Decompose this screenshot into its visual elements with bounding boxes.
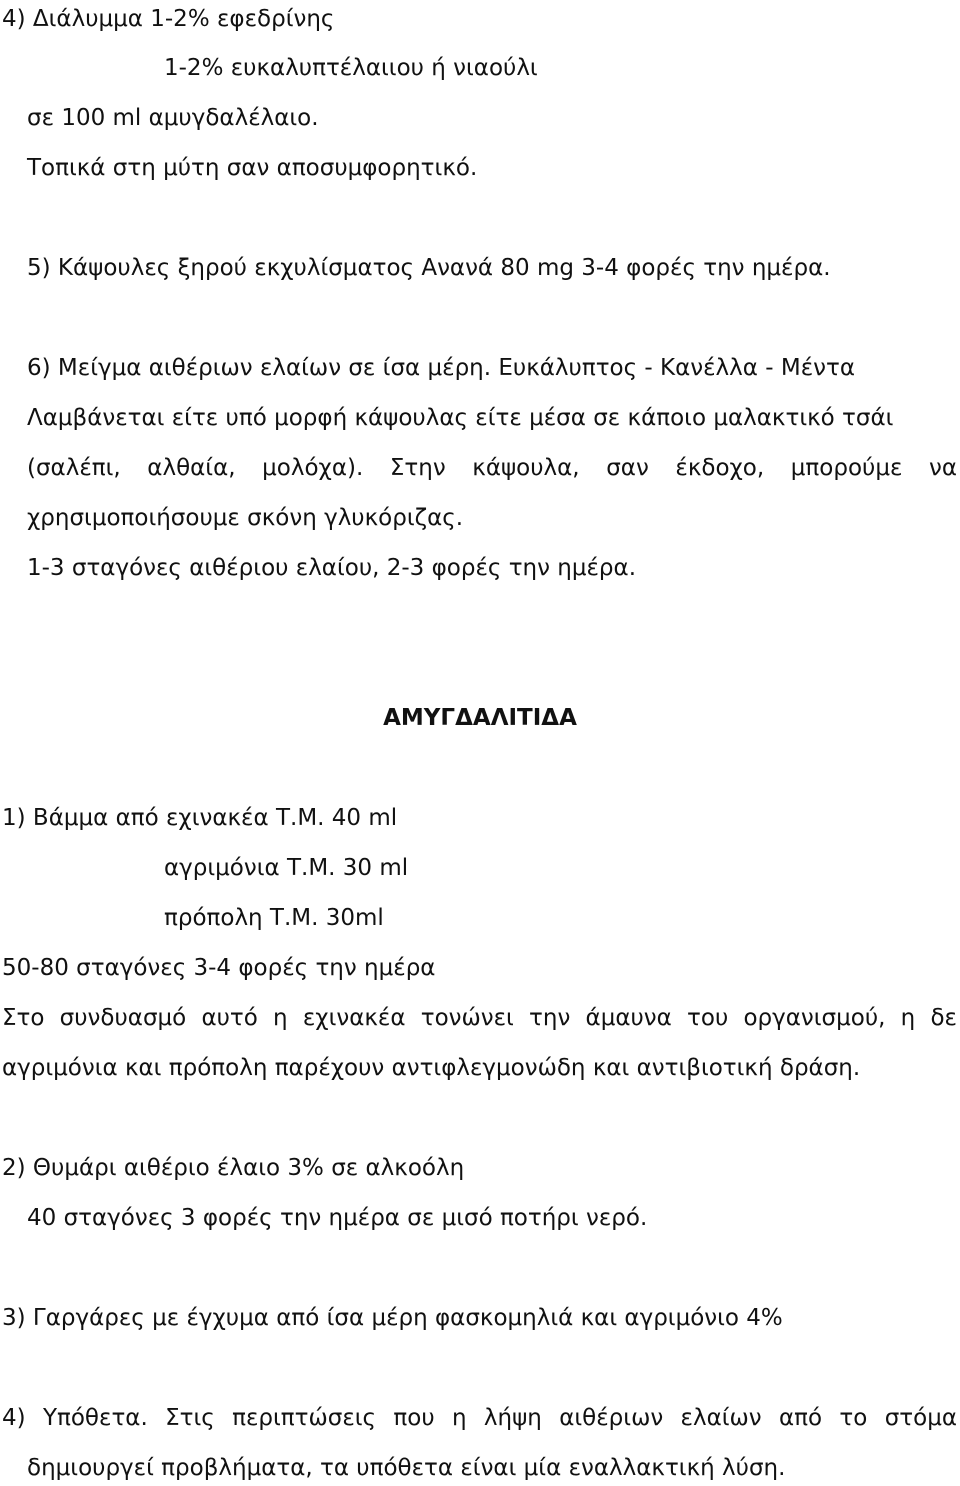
item-6-title: 6) Μείγμα αιθέριων ελαίων σε ίσα μέρη. Ευκάλυπτος - Κανέλλα - Μέντα bbox=[27, 355, 855, 381]
tonsil-item-1-ingredient-3: πρόπολη Τ.Μ. 30ml bbox=[164, 905, 384, 931]
tonsil-item-1-description-1: Στο συνδυασμό αυτό η εχινακέα τονώνει την άμαυνα του οργανισμού, η δε bbox=[2, 1005, 957, 1031]
item-6-dosage: 1-3 σταγόνες αιθέριου ελαίου, 2-3 φορές την ημέρα. bbox=[27, 555, 637, 581]
item-4-ingredient: 1-2% ευκαλυπτέλαιιου ή νιαούλι bbox=[164, 55, 538, 81]
tonsil-item-2-dosage: 40 σταγόνες 3 φορές την ημέρα σε μισό ποτήρι νερό. bbox=[27, 1205, 648, 1231]
item-4-base: σε 100 ml αμυγδαλέλαιο. bbox=[27, 105, 319, 131]
tonsil-item-2-title: 2) Θυμάρι αιθέριο έλαιο 3% σε αλκοόλη bbox=[2, 1155, 465, 1181]
item-6-line-2: Λαμβάνεται είτε υπό μορφή κάψουλας είτε μέσα σε κάποιο μαλακτικό τσάι bbox=[27, 405, 894, 431]
item-4-usage: Τοπικά στη μύτη σαν αποσυμφορητικό. bbox=[27, 155, 478, 181]
item-6-line-3: (σαλέπι, αλθαία, μολόχα). Στην κάψουλα, σαν έκδοχο, μπορούμε να bbox=[27, 455, 957, 481]
item-5-text: 5) Κάψουλες ξηρού εκχυλίσματος Ανανά 80 mg 3-4 φορές την ημέρα. bbox=[27, 255, 831, 281]
tonsil-item-4-line-1: 4) Υπόθετα. Στις περιπτώσεις που η λήψη αιθέριων ελαίων από το στόμα bbox=[2, 1405, 957, 1431]
tonsil-item-1-title: 1) Βάμμα από εχινακέα Τ.Μ. 40 ml bbox=[2, 805, 398, 831]
tonsil-item-4-line-2: δημιουργεί προβλήματα, τα υπόθετα είναι μία εναλλακτική λύση. bbox=[27, 1455, 786, 1481]
item-6-line-4: χρησιμοποιήσουμε σκόνη γλυκόριζας. bbox=[27, 505, 464, 531]
tonsil-item-1-ingredient-2: αγριμόνια Τ.Μ. 30 ml bbox=[164, 855, 409, 881]
tonsil-item-1-dosage: 50-80 σταγόνες 3-4 φορές την ημέρα bbox=[2, 955, 436, 981]
tonsil-item-3-text: 3) Γαργάρες με έγχυμα από ίσα μέρη φασκομηλιά και αγριμόνιο 4% bbox=[2, 1305, 783, 1331]
tonsil-item-1-description-2: αγριμόνια και πρόπολη παρέχουν αντιφλεγμονώδη και αντιβιοτική δράση. bbox=[2, 1055, 861, 1081]
section-heading: ΑΜΥΓΔΑΛΙΤΙΔΑ bbox=[383, 705, 577, 731]
item-4-title: 4) Διάλυμμα 1-2% εφεδρίνης bbox=[2, 6, 335, 32]
